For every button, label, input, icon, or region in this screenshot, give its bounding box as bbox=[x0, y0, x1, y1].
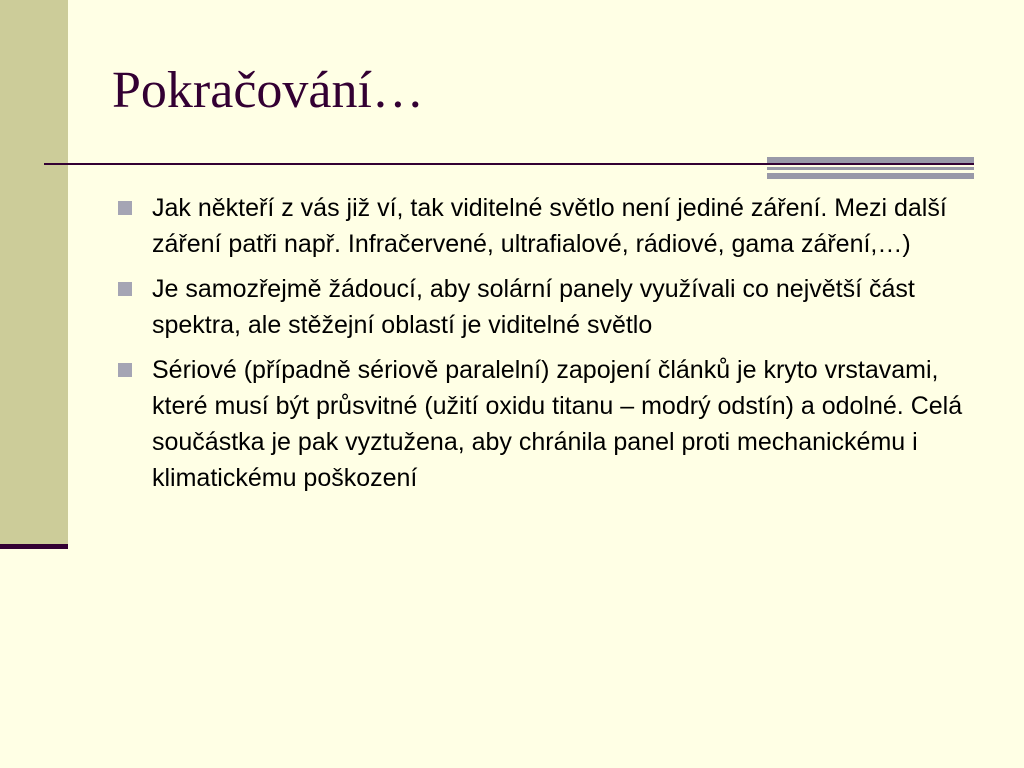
bullet-item bbox=[118, 352, 968, 496]
bullet-item bbox=[118, 190, 968, 262]
square-bullet-icon bbox=[118, 201, 132, 215]
bullet-text: Sériové (případně sériově paralelní) zapojení článků je kryto vrstavami, které musí být průsvitné (užití oxidu titanu – modrý odstín) a odolné. Celá součástka je pak vyztužena, aby chránila panel proti mechanickému i klimatickému poškození bbox=[152, 356, 963, 492]
square-bullet-icon bbox=[118, 363, 132, 377]
square-bullet-icon bbox=[118, 282, 132, 296]
accent-bar bbox=[767, 157, 974, 163]
accent-bar bbox=[767, 167, 974, 170]
bullet-text: Jak někteří z vás již ví, tak viditelné světlo není jediné záření. Mezi další záření patři např. Infračervené, ultrafialové, rádiové, gama záření,…) bbox=[152, 194, 947, 258]
left-decorative-band bbox=[0, 0, 68, 545]
accent-bar bbox=[767, 173, 974, 179]
bullet-list bbox=[118, 190, 968, 505]
accent-bars bbox=[767, 157, 974, 180]
bullet-item bbox=[118, 271, 968, 343]
left-band-rule bbox=[0, 544, 68, 549]
bullet-text: Je samozřejmě žádoucí, aby solární panely využívali co největší část spektra, ale stěžejní oblastí je viditelné světlo bbox=[152, 275, 915, 339]
slide-title: Pokračování… bbox=[112, 62, 424, 119]
